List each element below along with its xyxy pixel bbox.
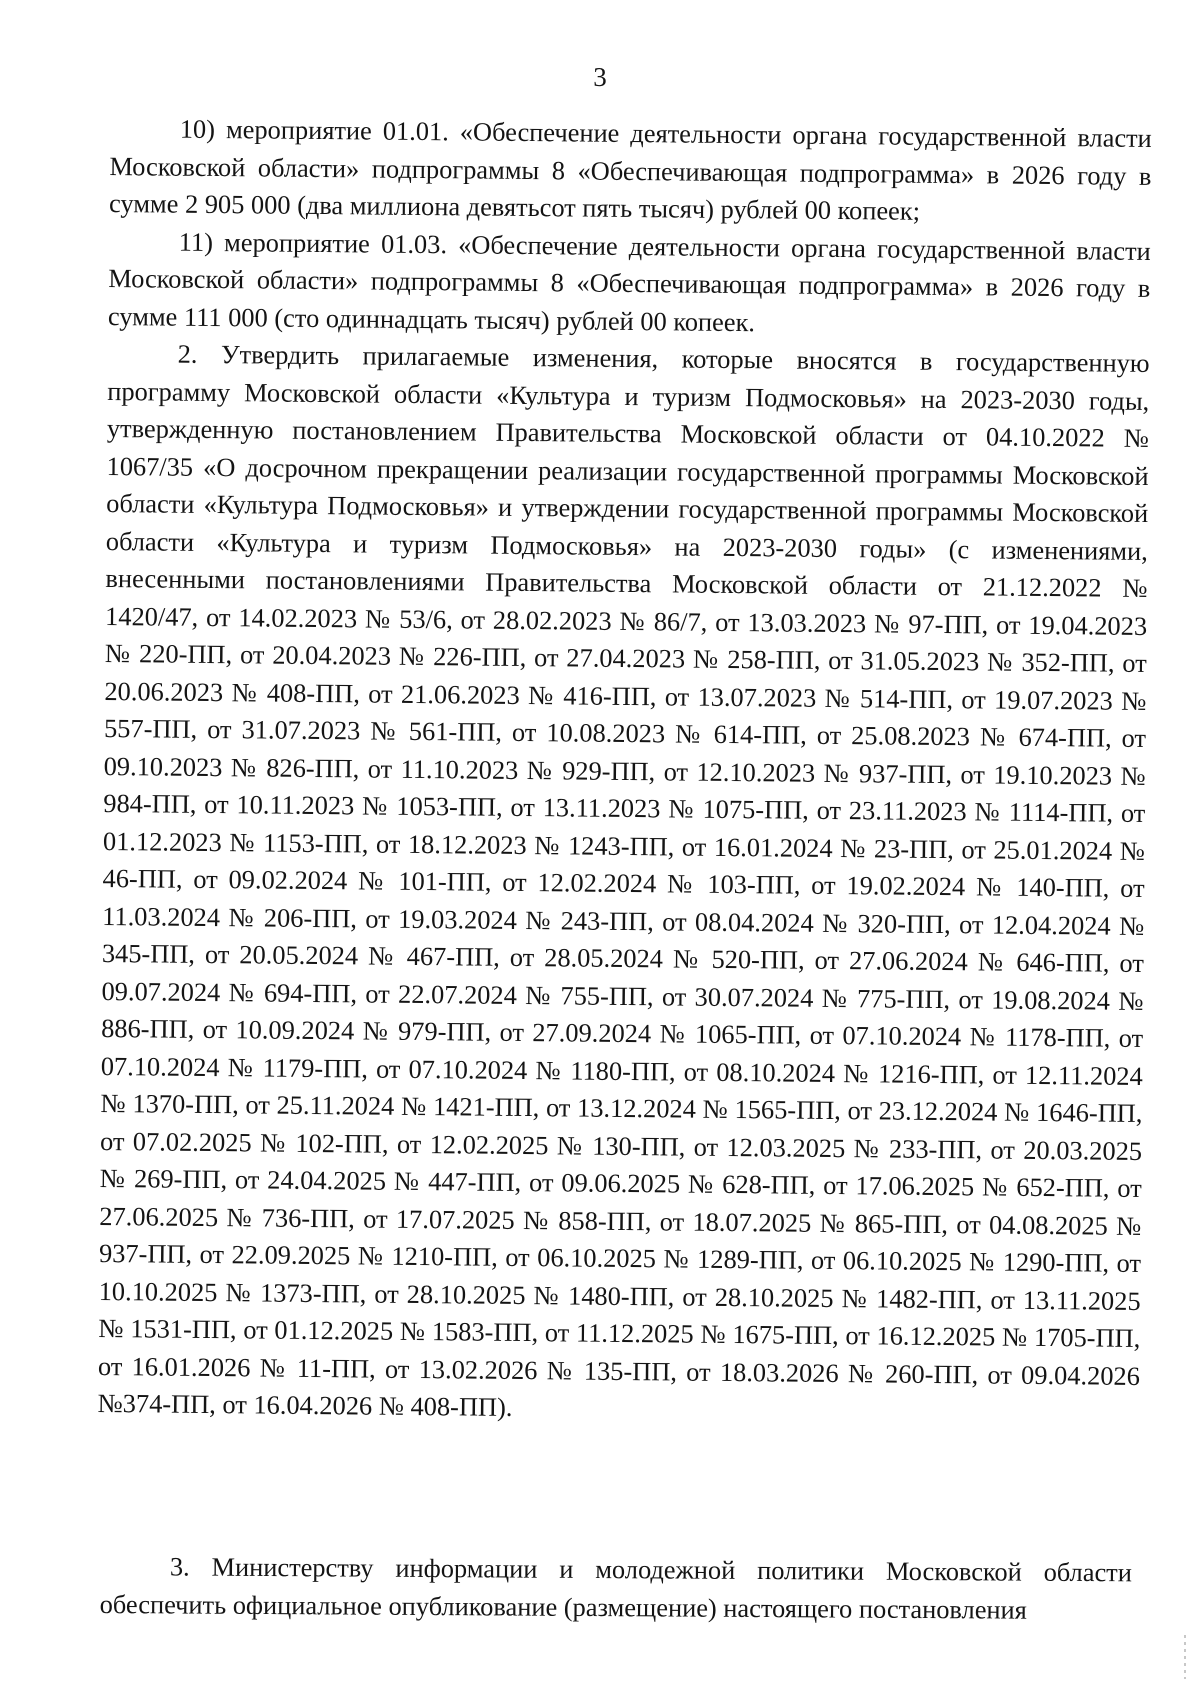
page-number: 3 xyxy=(593,62,607,92)
document-body-continued xyxy=(100,1548,1132,1629)
paragraph-item-11: 11) мероприятие 01.03. «Обеспечение деятельности органа государственной власти Московской области» подпрограммы 8 «Обеспечивающая подпрограмма» в 2026 году в сумме 111 000 (сто одиннадцать тысяч) рублей 00 копеек. xyxy=(107,226,1151,337)
paragraph-clause-2: 2. Утвердить прилагаемые изменения, которые вносятся в государственную программу Московской области «Культура и туризм Подмосковья» на 2023-2030 годы, утвержденную постановлением Правительства Московской области от 04.10.2022 № 1067/35 «О досрочном прекращении реализации государственной программы Московской области «Культура Подмосковья» и утверждении государственной программы Московской области «Культура и туризм Подмосковья» на 2023-2030 годы» (с изменениями, внесенными постановлениями Правительства Московской области от 21.12.2022 № 1420/47, от 14.02.2023 № 53/6, от 28.02.2023 № 86/7, от 13.03.2023 № 97-ПП, от 19.04.2023 № 220-ПП, от 20.04.2023 № 226-ПП, от 27.04.2023 № 258-ПП, от 31.05.2023 № 352-ПП, от 20.06.2023 № 408-ПП, от 21.06.2023 № 416-ПП, от 13.07.2023 № 514-ПП, от 19.07.2023 № 557-ПП, от 31.07.2023 № 561-ПП, от 10.08.2023 № 614-ПП, от 25.08.2023 № 674-ПП, от 09.10.2023 № 826-ПП, от 11.10.2023 № 929-ПП, от 12.10.2023 № 937-ПП, от 19.10.2023 № 984-ПП, от 10.11.2023 № 1053-ПП, от 13.11.2023 № 1075-ПП, от 23.11.2023 № 1114-ПП, от 01.12.2023 № 1153-ПП, от 18.12.2023 № 1243-ПП, от 16.01.2024 № 23-ПП, от 25.01.2024 № 46-ПП, от 09.02.2024 № 101-ПП, от 12.02.2024 № 103-ПП, от 19.02.2024 № 140-ПП, от 11.03.2024 № 206-ПП, от 19.03.2024 № 243-ПП, от 08.04.2024 № 320-ПП, от 12.04.2024 № 345-ПП, от 20.05.2024 № 467-ПП, от 28.05.2024 № 520-ПП, от 27.06.2024 № 646-ПП, от 09.07.2024 № 694-ПП, от 22.07.2024 № 755-ПП, от 30.07.2024 № 775-ПП, от 19.08.2024 № 886-ПП, от 10.09.2024 № 979-ПП, от 27.09.2024 № 1065-ПП, от 07.10.2024 № 1178-ПП, от 07.10.2024 № 1179-ПП, от 07.10.2024 № 1180-ПП, от 08.10.2024 № 1216-ПП, от 12.11.2024 № 1370-ПП, от 25.11.2024 № 1421-ПП, от 13.12.2024 № 1565-ПП, от 23.12.2024 № 1646-ПП, от 07.02.2025 № 102-ПП, от 12.02.2025 № 130-ПП, от 12.03.2025 № 233-ПП, от 20.03.2025 № 269-ПП, от 24.04.2025 № 447-ПП, от 09.06.2025 № 628-ПП, от 17.06.2025 № 652-ПП, от 27.06.2025 № 736-ПП, от 17.07.2025 № 858-ПП, от 18.07.2025 № 865-ПП, от 04.08.2025 № 937-ПП, от 22.09.2025 № 1210-ПП, от 06.10.2025 № 1289-ПП, от 06.10.2025 № 1290-ПП, от 10.10.2025 № 1373-ПП, от 28.10.2025 № 1480-ПП, от 28.10.2025 № 1482-ПП, от 13.11.2025 № 1531-ПП, от 01.12.2025 № 1583-ПП, от 11.12.2025 № 1675-ПП, от 16.12.2025 № 1705-ПП, от 16.01.2026 № 11-ПП, от 13.02.2026 № 135-ПП, от 18.03.2026 № 260-ПП, от 09.04.2026 №374-ПП, от 16.04.2026 № 408-ПП). xyxy=(97,338,1150,1422)
paragraph-item-10: 10) мероприятие 01.01. «Обеспечение деятельности органа государственной власти Московской области» подпрограммы 8 «Обеспечивающая подпрограмма» в 2026 году в сумме 2 905 000 (два миллиона девятьсот пять тысяч) рублей 00 копеек; xyxy=(108,113,1152,226)
paragraph-clause-3: 3. Министерству информации и молодежной политики Московской области обеспечить официальное опубликование (размещение) настоящего постановления xyxy=(99,1551,1132,1625)
scan-edge-mark xyxy=(1184,1635,1186,1679)
document-body xyxy=(97,110,1152,1432)
